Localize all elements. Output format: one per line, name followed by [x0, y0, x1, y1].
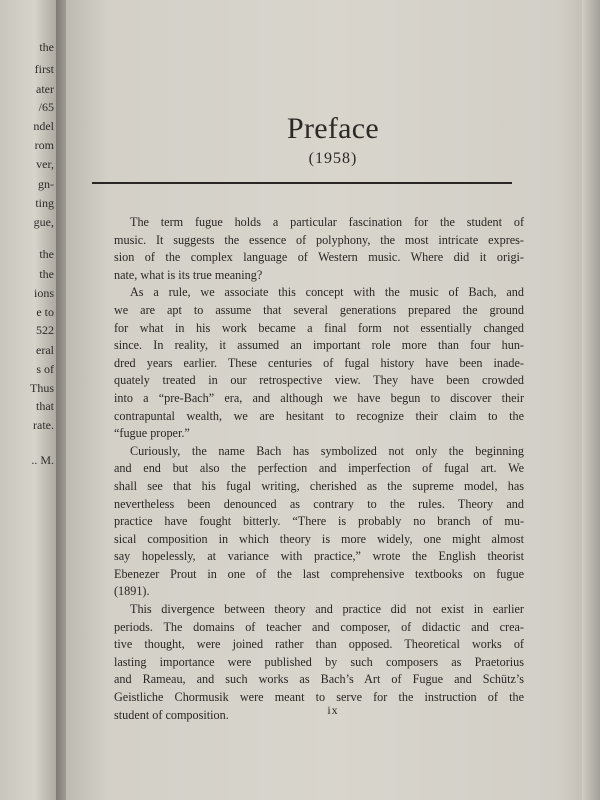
- left-page-fragment: ver,: [36, 157, 54, 171]
- left-page-fragment: /65: [38, 100, 54, 114]
- text-line: sion of the complex language of Western music. Where did it origi-: [114, 250, 524, 265]
- left-page-fragment: s of: [36, 362, 54, 376]
- text-line: music. It suggests the essence of polyphony, the most intricate expres-: [114, 232, 524, 247]
- left-page-fragment: the: [39, 267, 54, 281]
- text-line: As a rule, we associate this concept with the music of Bach, and: [130, 285, 524, 300]
- page-title: Preface: [286, 112, 380, 145]
- page-edge: [582, 0, 600, 800]
- text-line: contrapuntal wealth, we are hesitant to recognize their claim to the: [114, 408, 524, 423]
- text-line: and end but also the perfection and imperfection of fugal art. We: [114, 461, 524, 476]
- text-line: nevertheless been denounced as contrary to the rules. Theory and: [114, 496, 524, 511]
- text-line: and Rameau, and such works as Bach’s Art of Fugue and Schütz’s: [114, 672, 524, 687]
- page-number: ix: [327, 703, 339, 717]
- left-page-fragment: e to: [36, 305, 54, 319]
- text-line: “fugue proper.”: [114, 426, 190, 441]
- left-page-fragment: ions: [33, 286, 54, 300]
- left-page-fragment: first: [34, 62, 54, 76]
- text-line: sical composition in which theory is more widely, one might almost: [114, 531, 524, 546]
- left-page-fragment: gue,: [33, 215, 54, 229]
- left-page-fragment: ater: [36, 82, 54, 96]
- left-page: [0, 0, 58, 800]
- right-page: [66, 0, 600, 800]
- left-page-fragment: .. M.: [31, 453, 54, 467]
- left-page-fragment: ndel: [33, 119, 54, 133]
- left-page-fragment: the: [39, 247, 54, 261]
- text-line: student of composition.: [114, 707, 229, 722]
- text-line: dred years earlier. These centuries of fugal history have been inade-: [114, 355, 524, 370]
- text-line: into a “pre-Bach” era, and although we have begun to discover their: [114, 390, 524, 405]
- text-line: lasting importance were published by such composers as Praetorius: [114, 654, 524, 669]
- text-line: say hopelessly, at variance with practice,” wrote the English theorist: [114, 549, 524, 564]
- text-line: for what in his work became a final form not essentially changed: [114, 320, 524, 335]
- text-line: The term fugue holds a particular fascination for the student of: [130, 215, 524, 229]
- body-text: [114, 214, 524, 724]
- left-page-fragment: gn-: [38, 177, 54, 191]
- text-line: periods. The domains of teacher and composer, of didactic and crea-: [114, 619, 524, 634]
- text-line: since. In reality, it assumed an important role more than four hun-: [114, 338, 524, 353]
- left-page-fragment: 522: [36, 323, 54, 337]
- left-page-fragment: that: [36, 399, 54, 413]
- text-line: Curiously, the name Bach has symbolized not only the beginning: [130, 443, 524, 458]
- text-line: Ebenezer Prout in one of the last comprehensive textbooks on fugue: [114, 566, 524, 581]
- page-subtitle-year: (1958): [308, 150, 358, 167]
- left-page-fragment: eral: [36, 343, 54, 357]
- text-line: practice have fought bitterly. “There is probably no branch of mu-: [114, 514, 524, 529]
- text-line: quately treated in our retrospective view. They have been crowded: [114, 373, 524, 388]
- text-line: we are apt to assume that several generations prepared the ground: [114, 302, 524, 317]
- left-page-fragment: rom: [34, 138, 54, 152]
- text-line: tive thought, were joined rather than opposed. Theoretical works of: [114, 637, 524, 652]
- text-line: Geistliche Chormusik were meant to serve for the instruction of the: [114, 690, 524, 705]
- title-rule: [92, 182, 512, 184]
- left-page-fragment: ting: [35, 196, 54, 210]
- left-page-fragment: rate.: [33, 418, 54, 432]
- text-line: (1891).: [114, 584, 150, 599]
- text-line: nate, what is its true meaning?: [114, 267, 263, 282]
- left-page-fragment: the: [39, 40, 54, 54]
- left-page-fragment: Thus: [30, 381, 54, 395]
- text-line: shall see that his fugal writing, cherished as the supreme model, has: [114, 478, 524, 493]
- text-line: This divergence between theory and practice did not exist in earlier: [130, 602, 524, 617]
